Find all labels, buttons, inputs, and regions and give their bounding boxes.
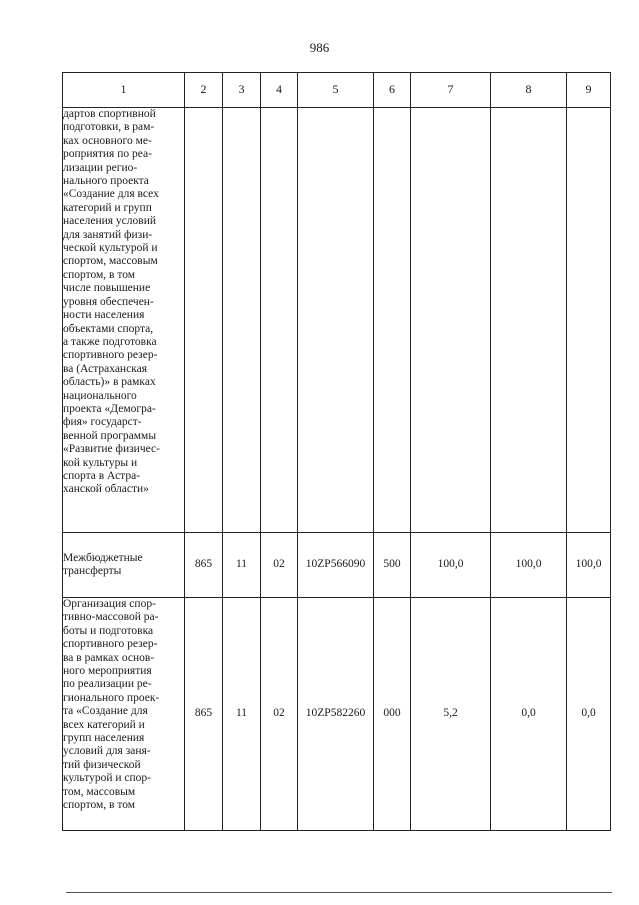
cell-amount-9: 100,0 <box>567 533 611 598</box>
page-number: 986 <box>309 40 330 55</box>
cell-amount-7: 5,2 <box>411 598 491 831</box>
description-line: спортом, в том <box>63 268 136 281</box>
table-row <box>63 533 611 598</box>
cell-admin-code <box>185 108 223 533</box>
description-line: Межбюджетные <box>63 551 143 564</box>
table-row <box>63 598 611 831</box>
description-line: спортом, массовым <box>63 255 158 268</box>
cell-section: 11 <box>223 598 261 831</box>
description-line: ва (Астраханская <box>63 362 147 375</box>
description-line: тий физической <box>63 758 141 771</box>
description-line: категорий и групп <box>63 201 152 214</box>
description-line: групп населения <box>63 732 145 745</box>
description-line: спорта в Астра- <box>63 469 141 482</box>
description-line: подготовки, в рам- <box>63 121 155 134</box>
cell-subsection <box>261 108 298 533</box>
cell-target-article <box>298 108 374 533</box>
header-cell-1: 1 <box>63 73 185 108</box>
cell-amount-8: 0,0 <box>491 598 567 831</box>
header-row <box>63 73 611 108</box>
description-line: трансферты <box>63 565 122 577</box>
row-description <box>63 598 185 831</box>
bottom-rule <box>66 892 612 893</box>
description-line: та «Создание для <box>63 705 148 718</box>
cell-expense-type: 500 <box>374 533 411 598</box>
description-line: фия» государст- <box>63 416 142 429</box>
description-line: уровня обеспечен- <box>63 295 154 308</box>
cell-amount-7 <box>411 108 491 533</box>
cell-subsection: 02 <box>261 533 298 598</box>
description-line: по реализации ре- <box>63 678 152 691</box>
cell-target-article: 10ZP582260 <box>298 598 374 831</box>
description-line: роприятия по реа- <box>63 148 152 161</box>
description-line: том, массовым <box>63 785 136 798</box>
cell-expense-type: 000 <box>374 598 411 831</box>
cell-expense-type <box>374 108 411 533</box>
header-cell-5: 5 <box>298 73 374 108</box>
description-line: спортивного резер- <box>63 638 158 651</box>
header-cell-9: 9 <box>567 73 611 108</box>
cell-subsection: 02 <box>261 598 298 831</box>
cell-amount-9 <box>567 108 611 533</box>
description-line: числе повышение <box>63 282 151 295</box>
cell-amount-7: 100,0 <box>411 533 491 598</box>
description-line: «Создание для всех <box>63 188 159 201</box>
description-line: спортивного резер- <box>63 349 158 362</box>
header-cell-8: 8 <box>491 73 567 108</box>
cell-section <box>223 108 261 533</box>
row-description <box>63 533 185 598</box>
description-line: нального проекта <box>63 175 149 188</box>
cell-amount-9: 0,0 <box>567 598 611 831</box>
description-line: ва в рамках основ- <box>63 651 155 664</box>
description-line: для занятий физи- <box>63 228 153 241</box>
description-line: всех категорий и <box>63 718 145 731</box>
description-line: а также подготовка <box>63 335 157 348</box>
header-cell-3: 3 <box>223 73 261 108</box>
header-cell-7: 7 <box>411 73 491 108</box>
cell-amount-8: 100,0 <box>491 533 567 598</box>
description-line: кой культуры и <box>63 456 138 469</box>
table-row <box>63 108 611 533</box>
description-line: лизации регио- <box>63 161 138 174</box>
budget-table <box>62 72 611 831</box>
description-line: боты и подготовка <box>63 624 154 637</box>
description-line: населения условий <box>63 215 157 228</box>
description-line: «Развитие физичес- <box>63 443 160 456</box>
header-cell-4: 4 <box>261 73 298 108</box>
description-line: ности населения <box>63 309 145 322</box>
header-cell-6: 6 <box>374 73 411 108</box>
description-line: венной программы <box>63 429 157 442</box>
cell-admin-code: 865 <box>185 598 223 831</box>
description-line: культурой и спор- <box>63 772 151 785</box>
description-line: область)» в рамках <box>63 376 156 389</box>
description-line: объектами спорта, <box>63 322 154 335</box>
description-line: ханской области» <box>63 483 149 496</box>
header-cell-2: 2 <box>185 73 223 108</box>
description-line: тивно-массовой ра- <box>63 611 159 624</box>
cell-amount-8 <box>491 108 567 533</box>
description-line: спортом, в том <box>63 799 136 812</box>
row-description <box>63 108 185 533</box>
description-line: ного мероприятия <box>63 665 152 678</box>
description-line: национального <box>63 389 137 402</box>
cell-section: 11 <box>223 533 261 598</box>
description-line: ках основного ме- <box>63 134 152 147</box>
description-line: проекта «Демогра- <box>63 402 156 415</box>
description-line: ческой культурой и <box>63 242 158 255</box>
description-line: условий для заня- <box>63 745 151 758</box>
description-line: гионального проек- <box>63 691 160 704</box>
description-line: дартов спортивной <box>63 108 156 120</box>
cell-target-article: 10ZP566090 <box>298 533 374 598</box>
description-line: Организация спор- <box>63 598 156 610</box>
cell-admin-code: 865 <box>185 533 223 598</box>
